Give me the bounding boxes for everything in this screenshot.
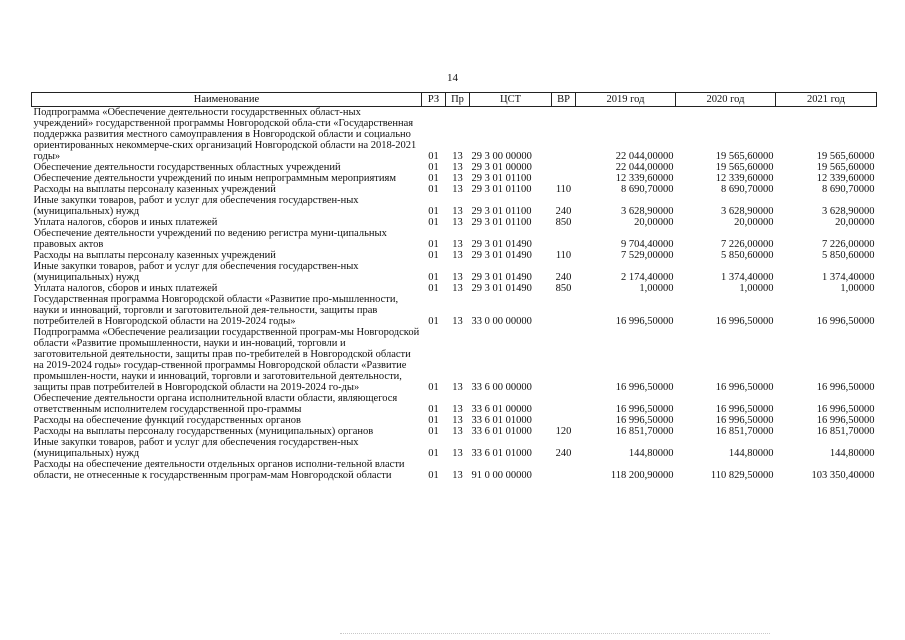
row-2019: 1,00000 [639,283,674,294]
row-name: Иные закупки товаров, работ и услуг для обеспечения государствен-ных (муниципальных) нужд [33,261,359,283]
row-vr: 240 [555,206,572,217]
row-vr [552,459,576,481]
table-row [32,173,877,184]
row-pr: 13 [452,404,463,415]
table-row [32,217,877,228]
table-row [32,459,877,481]
row-2021: 20,00000 [835,217,875,228]
row-name: Обеспечение деятельности органа исполнительной власти области, являющегося ответственным исполнителем государственной про-граммы [33,393,398,415]
row-2021: 16 996,50000 [816,382,875,393]
row-2020: 144,80000 [728,448,774,459]
row-pr: 13 [452,173,463,184]
row-2021: 19 565,60000 [816,151,875,162]
header-2019: 2019 год [576,93,676,107]
row-cst: 29 3 01 01100 [471,173,532,184]
row-2020: 8 690,70000 [721,184,774,195]
row-rz: 01 [428,470,439,481]
table-row [32,195,877,217]
table-body [32,107,877,482]
row-pr: 13 [452,151,463,162]
header-vr: ВР [552,93,576,107]
row-2020: 7 226,00000 [721,239,774,250]
row-2019: 2 174,40000 [621,272,674,283]
row-name: Уплата налогов, сборов и иных платежей [33,283,218,294]
header-rz: РЗ [422,93,446,107]
row-name: Расходы на выплаты персоналу государственных (муниципальных) органов [33,426,374,437]
row-2020: 16 851,70000 [715,426,774,437]
row-2021: 7 226,00000 [822,239,875,250]
row-pr: 13 [452,448,463,459]
row-pr: 13 [452,272,463,283]
table-header-row [32,93,877,107]
row-rz: 01 [428,184,439,195]
row-vr: 850 [555,283,572,294]
row-vr: 110 [555,250,572,261]
row-pr: 13 [452,184,463,195]
row-2021: 144,80000 [829,448,875,459]
row-2019: 16 996,50000 [615,404,674,415]
row-pr: 13 [452,283,463,294]
row-cst: 33 0 00 00000 [471,316,532,327]
row-rz: 01 [428,404,439,415]
row-cst: 33 6 01 01000 [471,426,532,437]
scan-artifact-line [340,633,770,634]
row-rz: 01 [428,316,439,327]
row-2020: 16 996,50000 [715,415,774,426]
row-pr: 13 [452,206,463,217]
row-name: Обеспечение деятельности учреждений по иным непрограммным мероприятиям [33,173,396,184]
table-row [32,415,877,426]
row-name: Расходы на выплаты персоналу казенных учреждений [33,184,276,195]
row-2019: 16 996,50000 [615,382,674,393]
row-2019: 16 851,70000 [615,426,674,437]
row-rz: 01 [428,151,439,162]
row-pr: 13 [452,426,463,437]
row-cst: 33 6 00 00000 [471,382,532,393]
row-pr: 13 [452,316,463,327]
row-cst: 91 0 00 00000 [471,470,532,481]
row-2020: 16 996,50000 [715,382,774,393]
row-vr [552,107,576,163]
row-vr [552,393,576,415]
row-2020: 12 339,60000 [715,173,774,184]
row-name: Иные закупки товаров, работ и услуг для обеспечения государствен-ных (муниципальных) нужд [33,437,359,459]
row-2019: 3 628,90000 [621,206,674,217]
row-cst: 29 3 01 01100 [471,206,532,217]
row-vr: 240 [555,448,572,459]
row-2019: 9 704,40000 [621,239,674,250]
row-pr: 13 [452,162,463,173]
row-cst: 29 3 00 00000 [471,151,532,162]
header-name: Наименование [32,93,422,107]
row-rz: 01 [428,448,439,459]
header-cst: ЦСТ [470,93,552,107]
table-row [32,107,877,163]
row-2019: 16 996,50000 [615,316,674,327]
row-rz: 01 [428,415,439,426]
row-vr: 120 [555,426,572,437]
row-cst: 29 3 01 01100 [471,184,532,195]
row-rz: 01 [428,217,439,228]
row-2020: 5 850,60000 [721,250,774,261]
row-2020: 19 565,60000 [715,162,774,173]
row-2019: 22 044,00000 [615,151,674,162]
row-name: Расходы на обеспечение деятельности отдельных органов исполни-тельной власти области, не отнесенные к государственным програм-мам Новгородской области [33,459,405,481]
row-2020: 16 996,50000 [715,404,774,415]
row-2021: 19 565,60000 [816,162,875,173]
row-name: Обеспечение деятельности государственных областных учреждений [33,162,341,173]
row-rz: 01 [428,162,439,173]
row-2020: 3 628,90000 [721,206,774,217]
row-cst: 29 3 01 01490 [471,272,532,283]
row-rz: 01 [428,426,439,437]
table-row [32,426,877,437]
row-pr: 13 [452,415,463,426]
row-rz: 01 [428,173,439,184]
row-2021: 16 996,50000 [816,316,875,327]
page-number: 14 [447,72,458,84]
row-pr: 13 [452,382,463,393]
row-rz: 01 [428,283,439,294]
row-name: Расходы на выплаты персоналу казенных учреждений [33,250,276,261]
row-vr [552,173,576,184]
row-rz: 01 [428,239,439,250]
table-row [32,250,877,261]
row-vr: 850 [555,217,572,228]
row-2021: 1 374,40000 [822,272,875,283]
row-2020: 1,00000 [739,283,774,294]
table-row [32,393,877,415]
row-2020: 16 996,50000 [715,316,774,327]
row-pr: 13 [452,470,463,481]
row-2019: 144,80000 [628,448,674,459]
row-cst: 33 6 01 01000 [471,415,532,426]
row-2021: 5 850,60000 [822,250,875,261]
row-cst: 29 3 01 00000 [471,162,532,173]
row-name: Подпрограмма «Обеспечение реализации государственной програм-мы Новгородской области «Развитие промышленности, науки и ин-новаций, торговли и заготовительной деятельности, защиты прав по-требителей в Новгородской области на 2019-2024 годы» государ-ственной программы Новгородской области «Развитие промышлен-ности, науки и инноваций, торговли и заготовительной деятельности, защиты прав потребителей в Новгородской области на 2019-2024 го-ды» [33,327,420,393]
row-2019: 20,00000 [634,217,674,228]
table-row [32,437,877,459]
row-name: Обеспечение деятельности учреждений по ведению регистра муни-ципальных правовых актов [33,228,387,250]
row-cst: 29 3 01 01490 [471,239,532,250]
row-2021: 16 996,50000 [816,404,875,415]
row-cst: 29 3 01 01490 [471,283,532,294]
row-2021: 16 996,50000 [816,415,875,426]
header-2020: 2020 год [676,93,776,107]
row-name: Подпрограмма «Обеспечение деятельности государственных област-ных учреждений» государственной программы Новгородской обла-сти «Государственная поддержка развития местного самоуправления в Новгородской области и социально ориентированных некоммерче-ских организаций Новгородской области на 2018-2021 годы» [33,107,417,162]
row-2021: 12 339,60000 [816,173,875,184]
row-rz: 01 [428,206,439,217]
row-vr: 240 [555,272,572,283]
row-2021: 8 690,70000 [822,184,875,195]
budget-table [31,92,877,481]
row-2019: 118 200,90000 [610,470,674,481]
table-row [32,261,877,283]
row-vr [552,327,576,393]
row-2019: 12 339,60000 [615,173,674,184]
row-cst: 29 3 01 01490 [471,250,532,261]
row-2021: 3 628,90000 [822,206,875,217]
row-2020: 1 374,40000 [721,272,774,283]
table-row [32,327,877,393]
row-rz: 01 [428,272,439,283]
row-2020: 20,00000 [734,217,774,228]
row-rz: 01 [428,250,439,261]
row-2019: 7 529,00000 [621,250,674,261]
row-2021: 103 350,40000 [811,470,875,481]
table-row [32,162,877,173]
table-row [32,228,877,250]
table-row [32,294,877,327]
row-name: Государственная программа Новгородской области «Развитие про-мышленности, науки и инноваций, торговли и заготовительной дея-тельности, защиты прав потребителей в Новгородской области на 2019-2024 годы» [33,294,399,327]
row-cst: 33 6 01 01000 [471,448,532,459]
row-rz: 01 [428,382,439,393]
row-name: Расходы на обеспечение функций государственных органов [33,415,301,426]
row-cst: 29 3 01 01100 [471,217,532,228]
header-pr: Пр [446,93,470,107]
table-row [32,184,877,195]
row-2019: 16 996,50000 [615,415,674,426]
row-2021: 16 851,70000 [816,426,875,437]
header-2021: 2021 год [776,93,877,107]
row-2020: 110 829,50000 [710,470,774,481]
table-row [32,283,877,294]
row-pr: 13 [452,250,463,261]
row-2019: 22 044,00000 [615,162,674,173]
row-cst: 33 6 01 00000 [471,404,532,415]
row-2020: 19 565,60000 [715,151,774,162]
row-vr [552,415,576,426]
row-2019: 8 690,70000 [621,184,674,195]
row-vr [552,162,576,173]
row-pr: 13 [452,239,463,250]
row-pr: 13 [452,217,463,228]
row-vr [552,294,576,327]
row-2021: 1,00000 [840,283,875,294]
row-vr: 110 [555,184,572,195]
row-name: Уплата налогов, сборов и иных платежей [33,217,218,228]
row-vr [552,228,576,250]
row-name: Иные закупки товаров, работ и услуг для обеспечения государствен-ных (муниципальных) нужд [33,195,359,217]
